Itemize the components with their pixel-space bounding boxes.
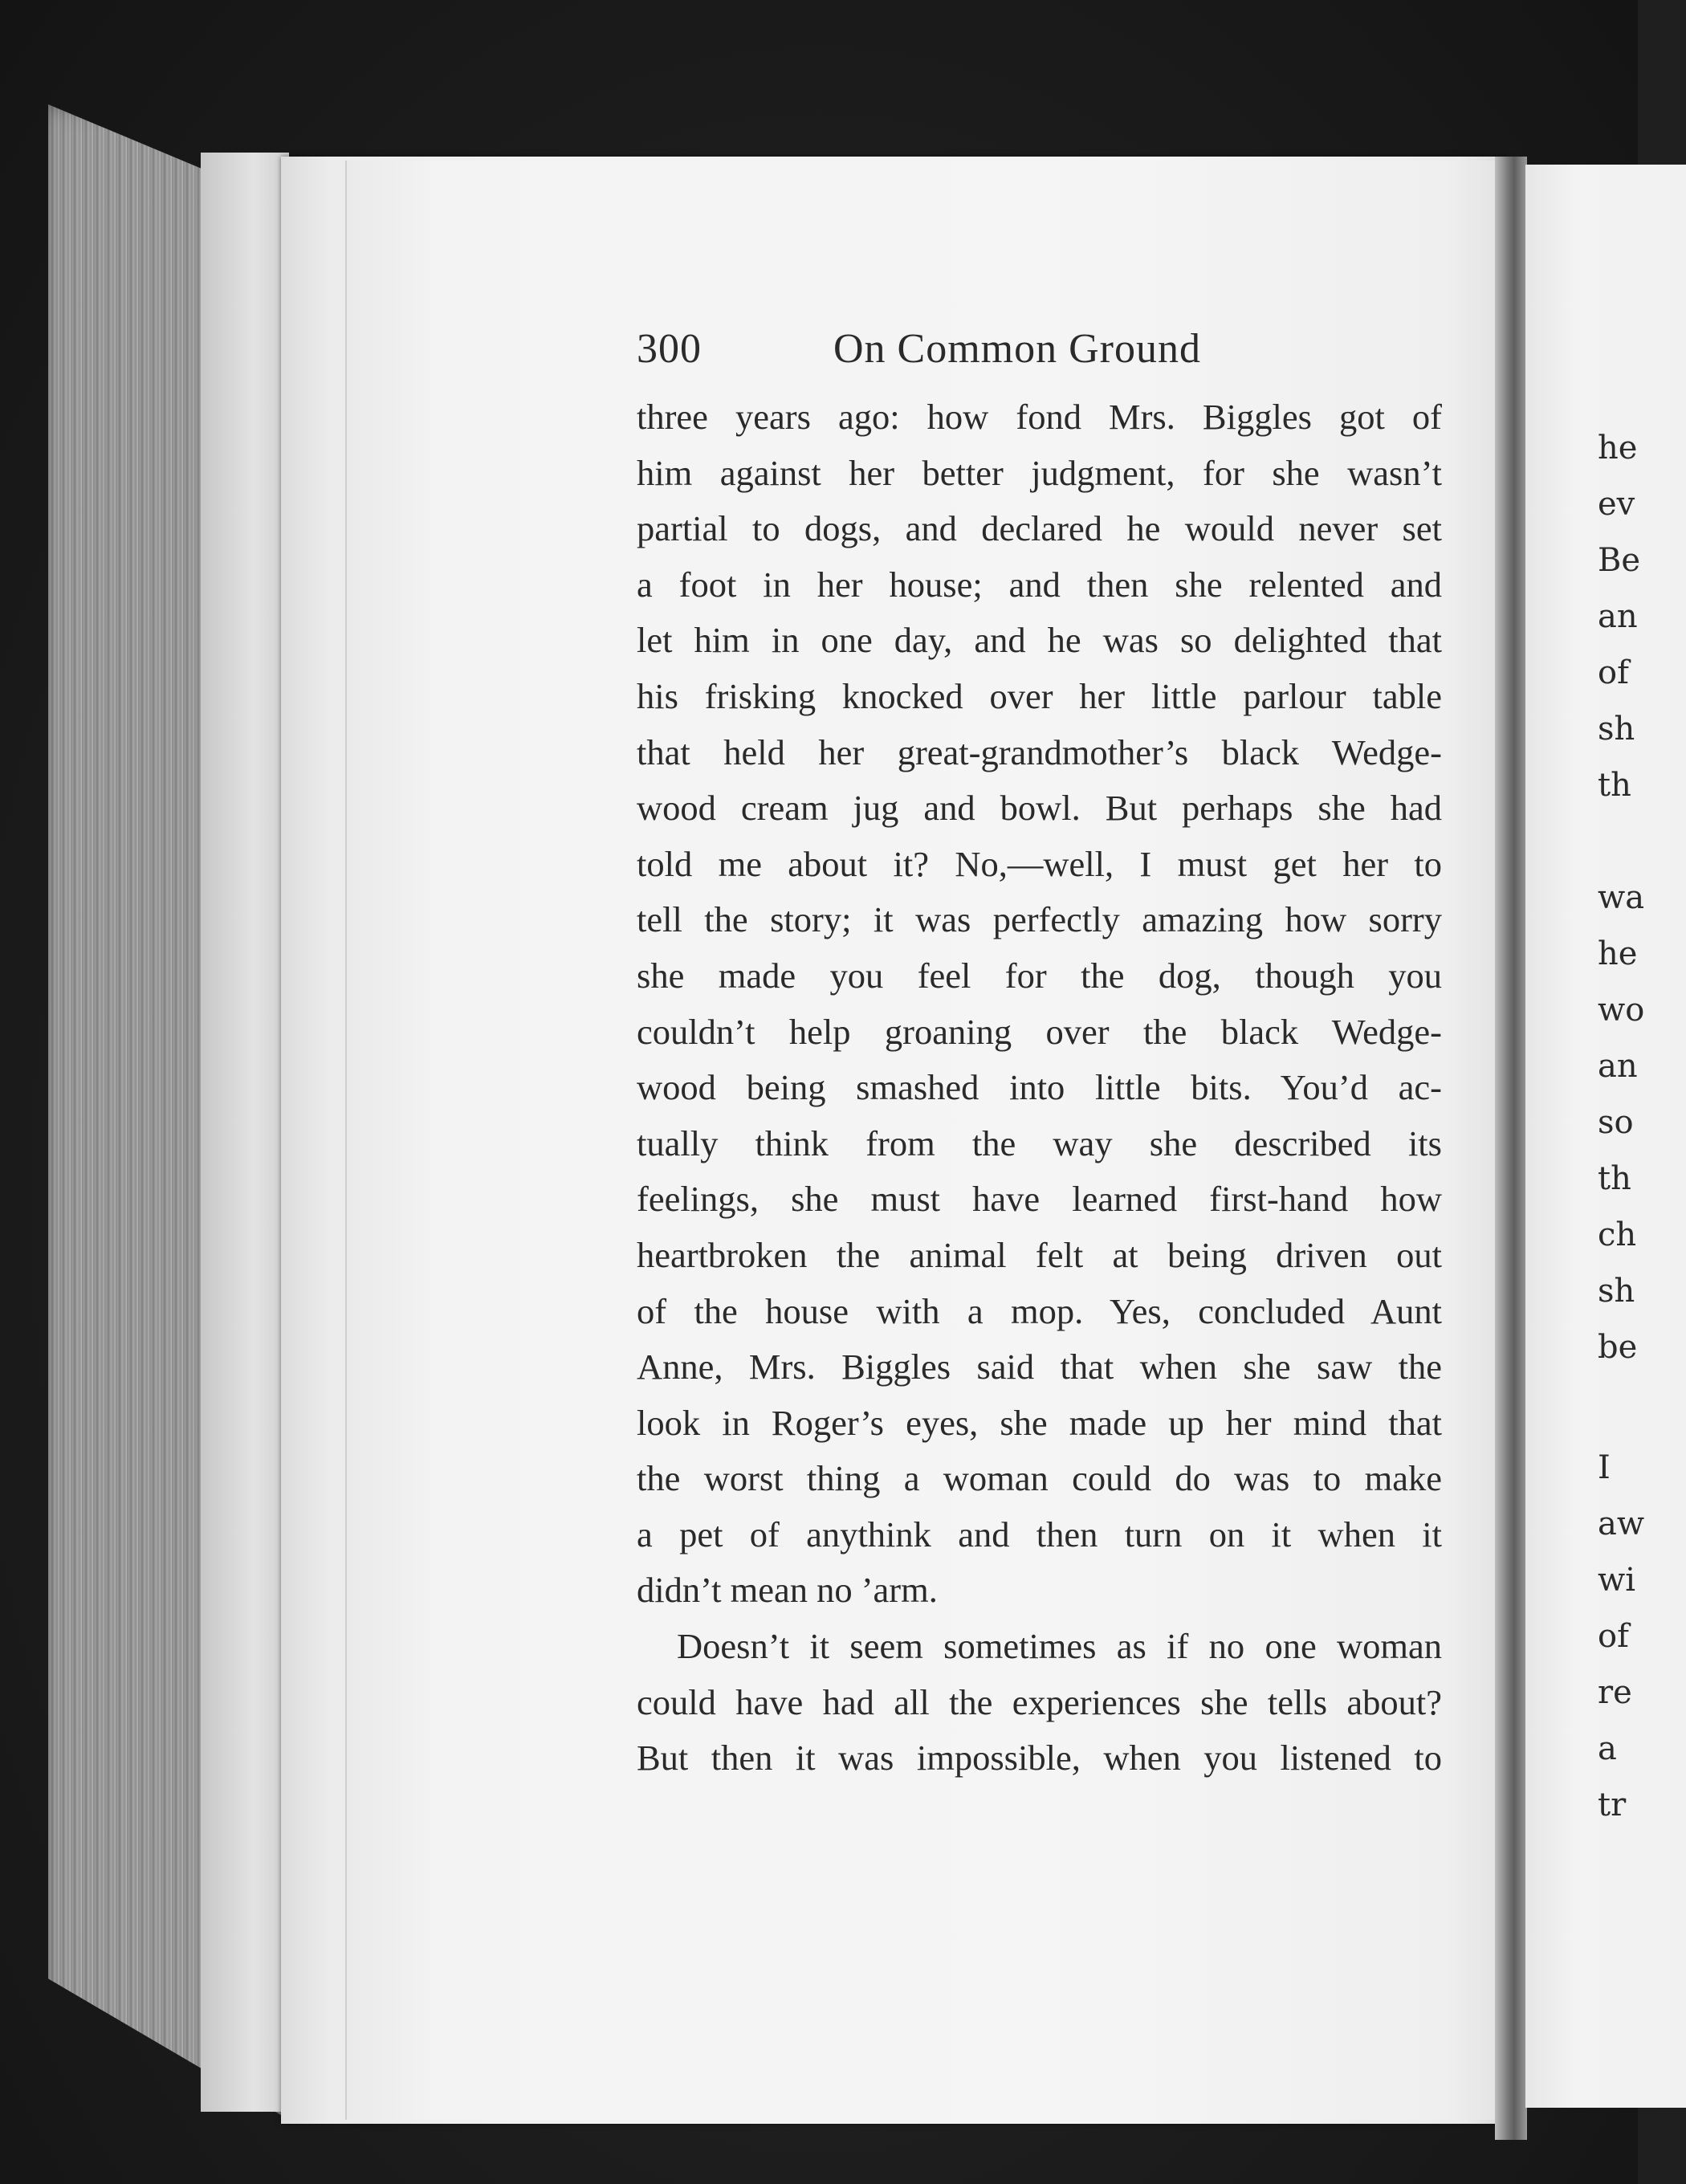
text-line: told me about it? No,—well, I must get her to <box>637 843 1442 884</box>
text-line: feelings, she must have learned first-hand how <box>637 1179 1442 1220</box>
text-line: couldn’t help groaning over the black Wedge- <box>637 1011 1442 1052</box>
text-line: a pet of anythink and then turn on it when it <box>637 1514 1442 1554</box>
facing-line: an <box>1598 598 1638 635</box>
text-line: But then it was impossible, when you listened to <box>637 1738 1442 1779</box>
text-line: let him in one day, and he was so delighted that <box>637 620 1442 661</box>
paragraph-2 <box>637 1619 1448 1787</box>
text-line: that held her great-grandmother’s black Wedge- <box>637 731 1442 772</box>
facing-line: of <box>1598 1618 1629 1655</box>
text-line: wood cream jug and bowl. But perhaps she had <box>637 788 1442 829</box>
page-text-block <box>637 325 1448 1787</box>
facing-line: th <box>1598 1160 1631 1197</box>
facing-line: of <box>1598 654 1629 691</box>
text-line: tually think from the way she described its <box>637 1123 1442 1163</box>
text-line: look in Roger’s eyes, she made up her mind that <box>637 1402 1442 1443</box>
facing-line: aw <box>1598 1506 1645 1542</box>
text-line: partial to dogs, and declared he would never set <box>637 508 1442 549</box>
text-line: Anne, Mrs. Biggles said that when she saw the <box>637 1347 1442 1387</box>
page-edges-inner <box>201 153 289 2112</box>
facing-line: an <box>1598 1048 1638 1085</box>
text-line: could have had all the experiences she tells about? <box>637 1681 1442 1722</box>
facing-line: tr <box>1598 1787 1627 1823</box>
text-line: Doesn’t it seem sometimes as if no one woman <box>677 1626 1442 1667</box>
running-title: On Common Ground <box>833 326 1201 372</box>
text-line: heartbroken the animal felt at being driven out <box>637 1234 1442 1275</box>
facing-line: th <box>1598 767 1631 804</box>
facing-line: ch <box>1598 1216 1637 1253</box>
text-line: a foot in her house; and then she relented and <box>637 564 1442 605</box>
text-line: wood being smashed into little bits. You’d ac- <box>637 1067 1442 1108</box>
facing-line: I <box>1598 1449 1611 1486</box>
text-line: his frisking knocked over her little parlour table <box>637 675 1442 716</box>
facing-page-text <box>1598 430 1646 1875</box>
text-line: didn’t mean no ’arm. <box>637 1570 938 1611</box>
text-line: three years ago: how fond Mrs. Biggles got of <box>637 397 1442 437</box>
facing-line: wa <box>1598 879 1645 916</box>
running-head <box>637 325 1448 389</box>
page-number: 300 <box>637 326 702 372</box>
facing-line: so <box>1598 1104 1634 1141</box>
text-line: of the house with a mop. Yes, concluded Aunt <box>637 1290 1442 1331</box>
facing-line: he <box>1598 430 1638 467</box>
facing-line: be <box>1598 1329 1638 1366</box>
facing-line: sh <box>1598 711 1635 748</box>
facing-line: wi <box>1598 1562 1636 1599</box>
facing-line: he <box>1598 935 1638 972</box>
text-line: she made you feel for the dog, though you <box>637 955 1442 996</box>
facing-line: ev <box>1598 486 1635 523</box>
text-line: him against her better judgment, for she wasn’t <box>637 452 1442 493</box>
facing-line: a <box>1598 1730 1617 1767</box>
text-line: tell the story; it was perfectly amazing how sorry <box>637 899 1442 940</box>
facing-line: re <box>1598 1674 1632 1711</box>
paragraph-1 <box>637 389 1448 1619</box>
book-gutter <box>1495 157 1527 2140</box>
facing-line: sh <box>1598 1273 1635 1310</box>
facing-line: Be <box>1598 542 1641 579</box>
facing-line: wo <box>1598 992 1645 1029</box>
text-line: the worst thing a woman could do was to make <box>637 1458 1442 1499</box>
